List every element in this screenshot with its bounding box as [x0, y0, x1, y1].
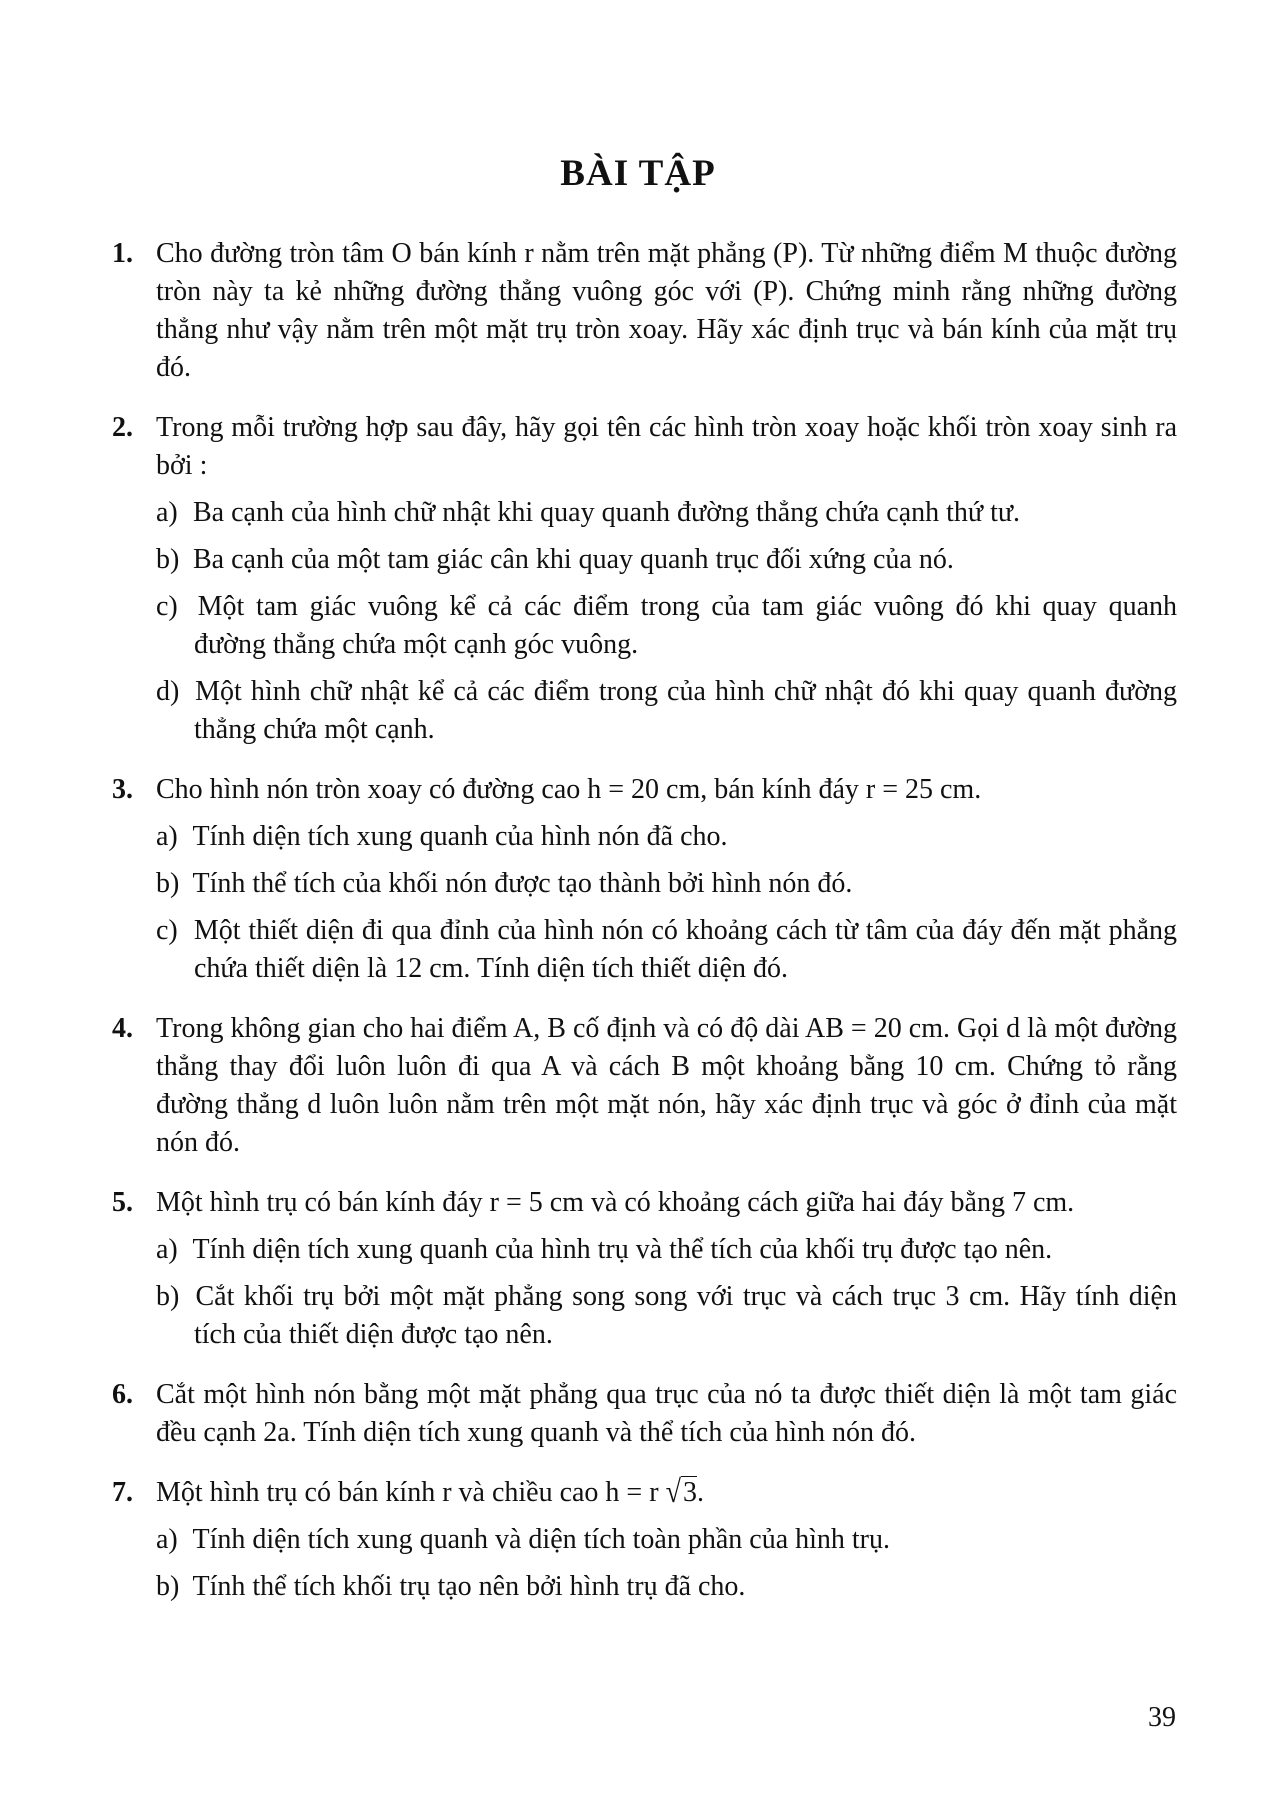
statement-suffix: . — [696, 1477, 704, 1508]
exercise-part — [156, 494, 1177, 532]
exercise-3 — [112, 771, 1177, 988]
exercise-number: 6. — [112, 1379, 133, 1410]
exercise-5 — [112, 1184, 1177, 1354]
exercise-7 — [112, 1474, 1177, 1606]
exercise-part — [156, 818, 1177, 856]
page-number: 39 — [1148, 1702, 1176, 1733]
part-label: b) — [156, 1571, 180, 1602]
exercise-number: 2. — [112, 412, 133, 443]
part-label: c) — [156, 915, 178, 946]
exercise-part — [156, 912, 1177, 988]
page-title: BÀI TẬP — [560, 153, 716, 194]
exercise-statement: Cho đường tròn tâm O bán kính r nằm trên mặt phẳng (P). Từ những điểm M thuộc đường tròn này ta kẻ những đường thẳng vuông góc với (P). Chứng minh rằng những đường thẳng như vậy nằm trên một mặt trụ tròn xoay. Hãy xác định trục và bán kính của mặt trụ đó. — [156, 238, 1177, 383]
exercise-part — [156, 588, 1177, 664]
exercise-number: 7. — [112, 1477, 133, 1508]
exercise-statement: Một hình trụ có bán kính đáy r = 5 cm và có khoảng cách giữa hai đáy bằng 7 cm. — [156, 1187, 1075, 1218]
part-text: Tính thể tích của khối nón được tạo thành bởi hình nón đó. — [192, 868, 853, 899]
part-text: Tính diện tích xung quanh của hình nón đã cho. — [192, 821, 728, 852]
exercise-part — [156, 1231, 1177, 1269]
exercise-statement — [156, 1474, 1177, 1512]
statement-prefix: Một hình trụ có bán kính r và chiều cao h = r — [156, 1477, 659, 1508]
exercise-part — [156, 673, 1177, 749]
exercise-1 — [112, 235, 1177, 387]
exercise-part — [156, 1568, 1177, 1606]
exercise-statement: Trong mỗi trường hợp sau đây, hãy gọi tên các hình tròn xoay hoặc khối tròn xoay sinh ra bởi : — [156, 412, 1177, 481]
exercise-number: 5. — [112, 1187, 133, 1218]
part-text: Ba cạnh của một tam giác cân khi quay quanh trục đối xứng của nó. — [193, 544, 954, 575]
part-label: a) — [156, 1524, 178, 1555]
exercise-list — [112, 235, 1177, 1628]
exercise-4 — [112, 1010, 1177, 1162]
radical-sign-icon: √ — [665, 1474, 681, 1511]
part-text: Tính thể tích khối trụ tạo nên bởi hình trụ đã cho. — [192, 1571, 746, 1602]
exercise-2 — [112, 409, 1177, 749]
exercise-part — [156, 1521, 1177, 1559]
exercise-statement: Cho hình nón tròn xoay có đường cao h = 20 cm, bán kính đáy r = 25 cm. — [156, 774, 982, 805]
exercise-part — [156, 1278, 1177, 1354]
part-text: Cắt khối trụ bởi một mặt phẳng song song với trục và cách trục 3 cm. Hãy tính diện tích của thiết diện được tạo nên. — [194, 1281, 1177, 1350]
part-label: b) — [156, 868, 180, 899]
part-text: Ba cạnh của hình chữ nhật khi quay quanh đường thẳng chứa cạnh thứ tư. — [193, 497, 1021, 528]
exercise-number: 4. — [112, 1013, 133, 1044]
part-text: Một tam giác vuông kể cả các điểm trong của tam giác vuông đó khi quay quanh đường thẳng chứa một cạnh góc vuông. — [194, 591, 1178, 660]
part-label: b) — [156, 544, 180, 575]
exercise-part — [156, 541, 1177, 579]
square-root — [665, 1474, 697, 1511]
exercise-statement: Cắt một hình nón bằng một mặt phẳng qua trục của nó ta được thiết diện là một tam giác đều cạnh 2a. Tính diện tích xung quanh và thể tích của hình nón đó. — [156, 1379, 1177, 1448]
part-label: c) — [156, 591, 178, 622]
part-label: a) — [156, 821, 178, 852]
part-label: d) — [156, 676, 180, 707]
exercise-number: 3. — [112, 774, 133, 805]
part-label: a) — [156, 1234, 178, 1265]
part-label: b) — [156, 1281, 180, 1312]
exercise-statement: Trong không gian cho hai điểm A, B cố định và có độ dài AB = 20 cm. Gọi d là một đường thẳng thay đổi luôn luôn đi qua A và cách B một khoảng bằng 10 cm. Chứng tỏ rằng đường thẳng d luôn luôn nằm trên một mặt nón, hãy xác định trục và góc ở đỉnh của mặt nón đó. — [156, 1013, 1177, 1158]
exercise-number: 1. — [112, 238, 133, 269]
part-text: Một thiết diện đi qua đỉnh của hình nón có khoảng cách từ tâm của đáy đến mặt phẳng chứa thiết diện là 12 cm. Tính diện tích thiết diện đó. — [193, 915, 1178, 984]
exercise-part — [156, 865, 1177, 903]
exercise-6 — [112, 1376, 1177, 1452]
part-text: Tính diện tích xung quanh và diện tích toàn phần của hình trụ. — [192, 1524, 890, 1555]
radicand: 3 — [682, 1477, 697, 1508]
part-text: Một hình chữ nhật kể cả các điểm trong của hình chữ nhật đó khi quay quanh đường thẳng chứa một cạnh. — [194, 676, 1178, 745]
part-text: Tính diện tích xung quanh của hình trụ và thể tích của khối trụ được tạo nên. — [192, 1234, 1053, 1265]
part-label: a) — [156, 497, 178, 528]
